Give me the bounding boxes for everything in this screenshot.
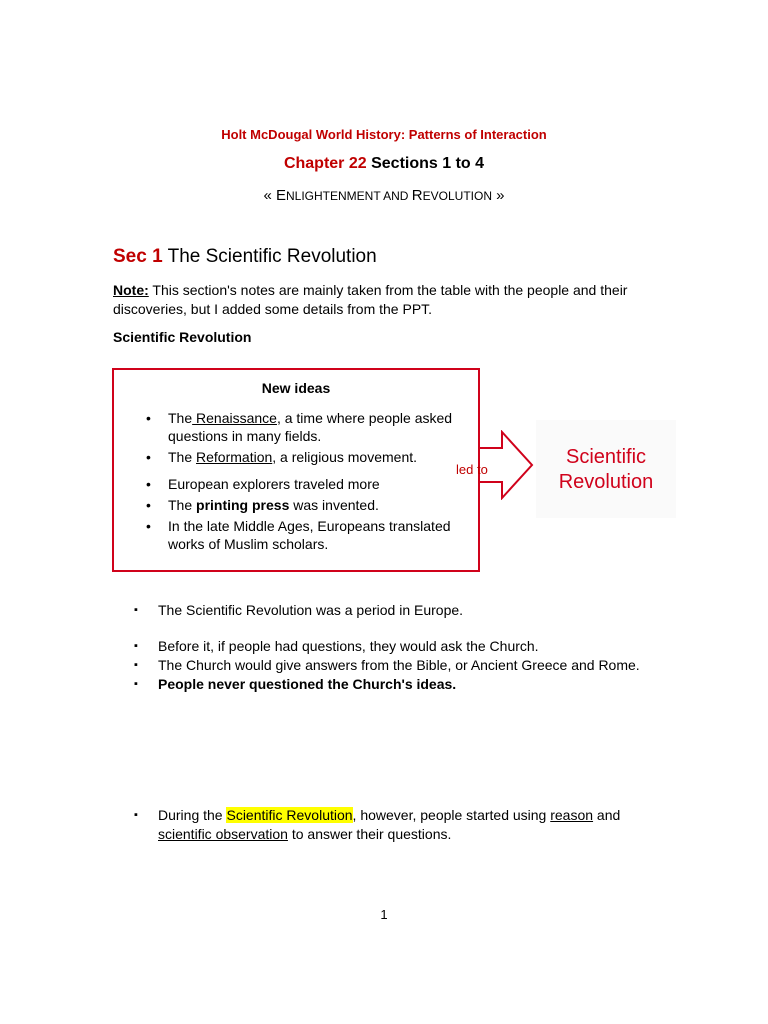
item-text: , however, people started using — [352, 807, 551, 823]
subtitle-rest-1: NLIGHTENMENT — [286, 189, 381, 203]
list-item: ▪ Before it, if people had questions, they would ask the Church. — [134, 637, 644, 656]
item-underlined: Renaissance — [192, 410, 277, 426]
bullet-list — [134, 601, 644, 620]
new-ideas-list — [146, 409, 458, 553]
bullet-list — [134, 806, 644, 844]
item-underlined: reason — [550, 807, 594, 823]
item-text: to answer their questions. — [287, 826, 452, 842]
item-text: , a time where people asked questions in many fields. — [168, 410, 453, 444]
list-item: ▪ The Scientific Revolution was a period in Europe. — [134, 601, 644, 620]
sections-label: Sections 1 to 4 — [371, 155, 485, 172]
item-bold: printing press — [196, 497, 290, 513]
note-label: Note: — [113, 282, 149, 298]
page-number: 1 — [380, 907, 388, 922]
list-item — [146, 517, 458, 553]
result-line-2: Revolution — [558, 471, 654, 493]
book-title: Holt McDougal World History: Patterns of Interaction — [221, 127, 547, 142]
item-text: European explorers traveled more — [168, 476, 380, 492]
highlighted-text: Scientific Revolution — [226, 807, 353, 823]
list-item: ▪ The Church would give answers from the Bible, or Ancient Greece and Rome. — [134, 656, 644, 675]
result-line-1: Scientific — [565, 446, 647, 468]
list-item — [146, 409, 458, 445]
note-text: This section's notes are mainly taken from the table with the people and their discoveries, but I added some details from the PPT. — [113, 282, 628, 317]
note-paragraph — [113, 281, 653, 319]
section-title: The Scientific Revolution — [167, 246, 377, 267]
bullet-list — [134, 637, 644, 694]
item-underlined: scientific observation — [158, 826, 288, 842]
result-text — [536, 420, 676, 495]
item-text: The — [168, 497, 197, 513]
section-heading — [113, 246, 377, 268]
chapter-heading — [0, 155, 768, 173]
item-underlined: Reformation — [196, 449, 273, 465]
item-text: , a religious movement. — [272, 449, 418, 465]
subtitle-open: « — [263, 187, 276, 204]
subtitle-close: » — [492, 187, 505, 204]
subtitle-and: AND — [380, 189, 412, 203]
list-item — [146, 475, 458, 493]
list-item: ▪ People never questioned the Church's ideas. — [134, 675, 644, 694]
subtitle-rest-2: EVOLUTION — [422, 189, 492, 203]
item-text: The — [168, 410, 193, 426]
subtitle-cap-2: R — [411, 187, 423, 204]
led-to-arrow-icon — [480, 430, 536, 500]
new-ideas-box — [112, 368, 480, 572]
list-item — [146, 496, 458, 514]
item-text: was invented. — [289, 497, 379, 513]
subtitle-cap-1: E — [275, 187, 286, 204]
chapter-number: Chapter 22 — [283, 155, 367, 172]
led-to-label: led to — [456, 462, 488, 477]
item-text: In the late Middle Ages, Europeans translated works of Muslim scholars. — [168, 518, 451, 552]
scientific-revolution-card — [536, 420, 676, 518]
item-text: During the — [158, 807, 227, 823]
new-ideas-title: New ideas — [261, 380, 331, 396]
item-text: and — [593, 807, 621, 823]
list-item — [146, 448, 458, 466]
chapter-subtitle — [0, 187, 768, 204]
subheading: Scientific Revolution — [113, 329, 252, 345]
item-text: The — [168, 449, 197, 465]
section-number: Sec 1 — [113, 246, 163, 267]
list-item — [134, 806, 644, 844]
